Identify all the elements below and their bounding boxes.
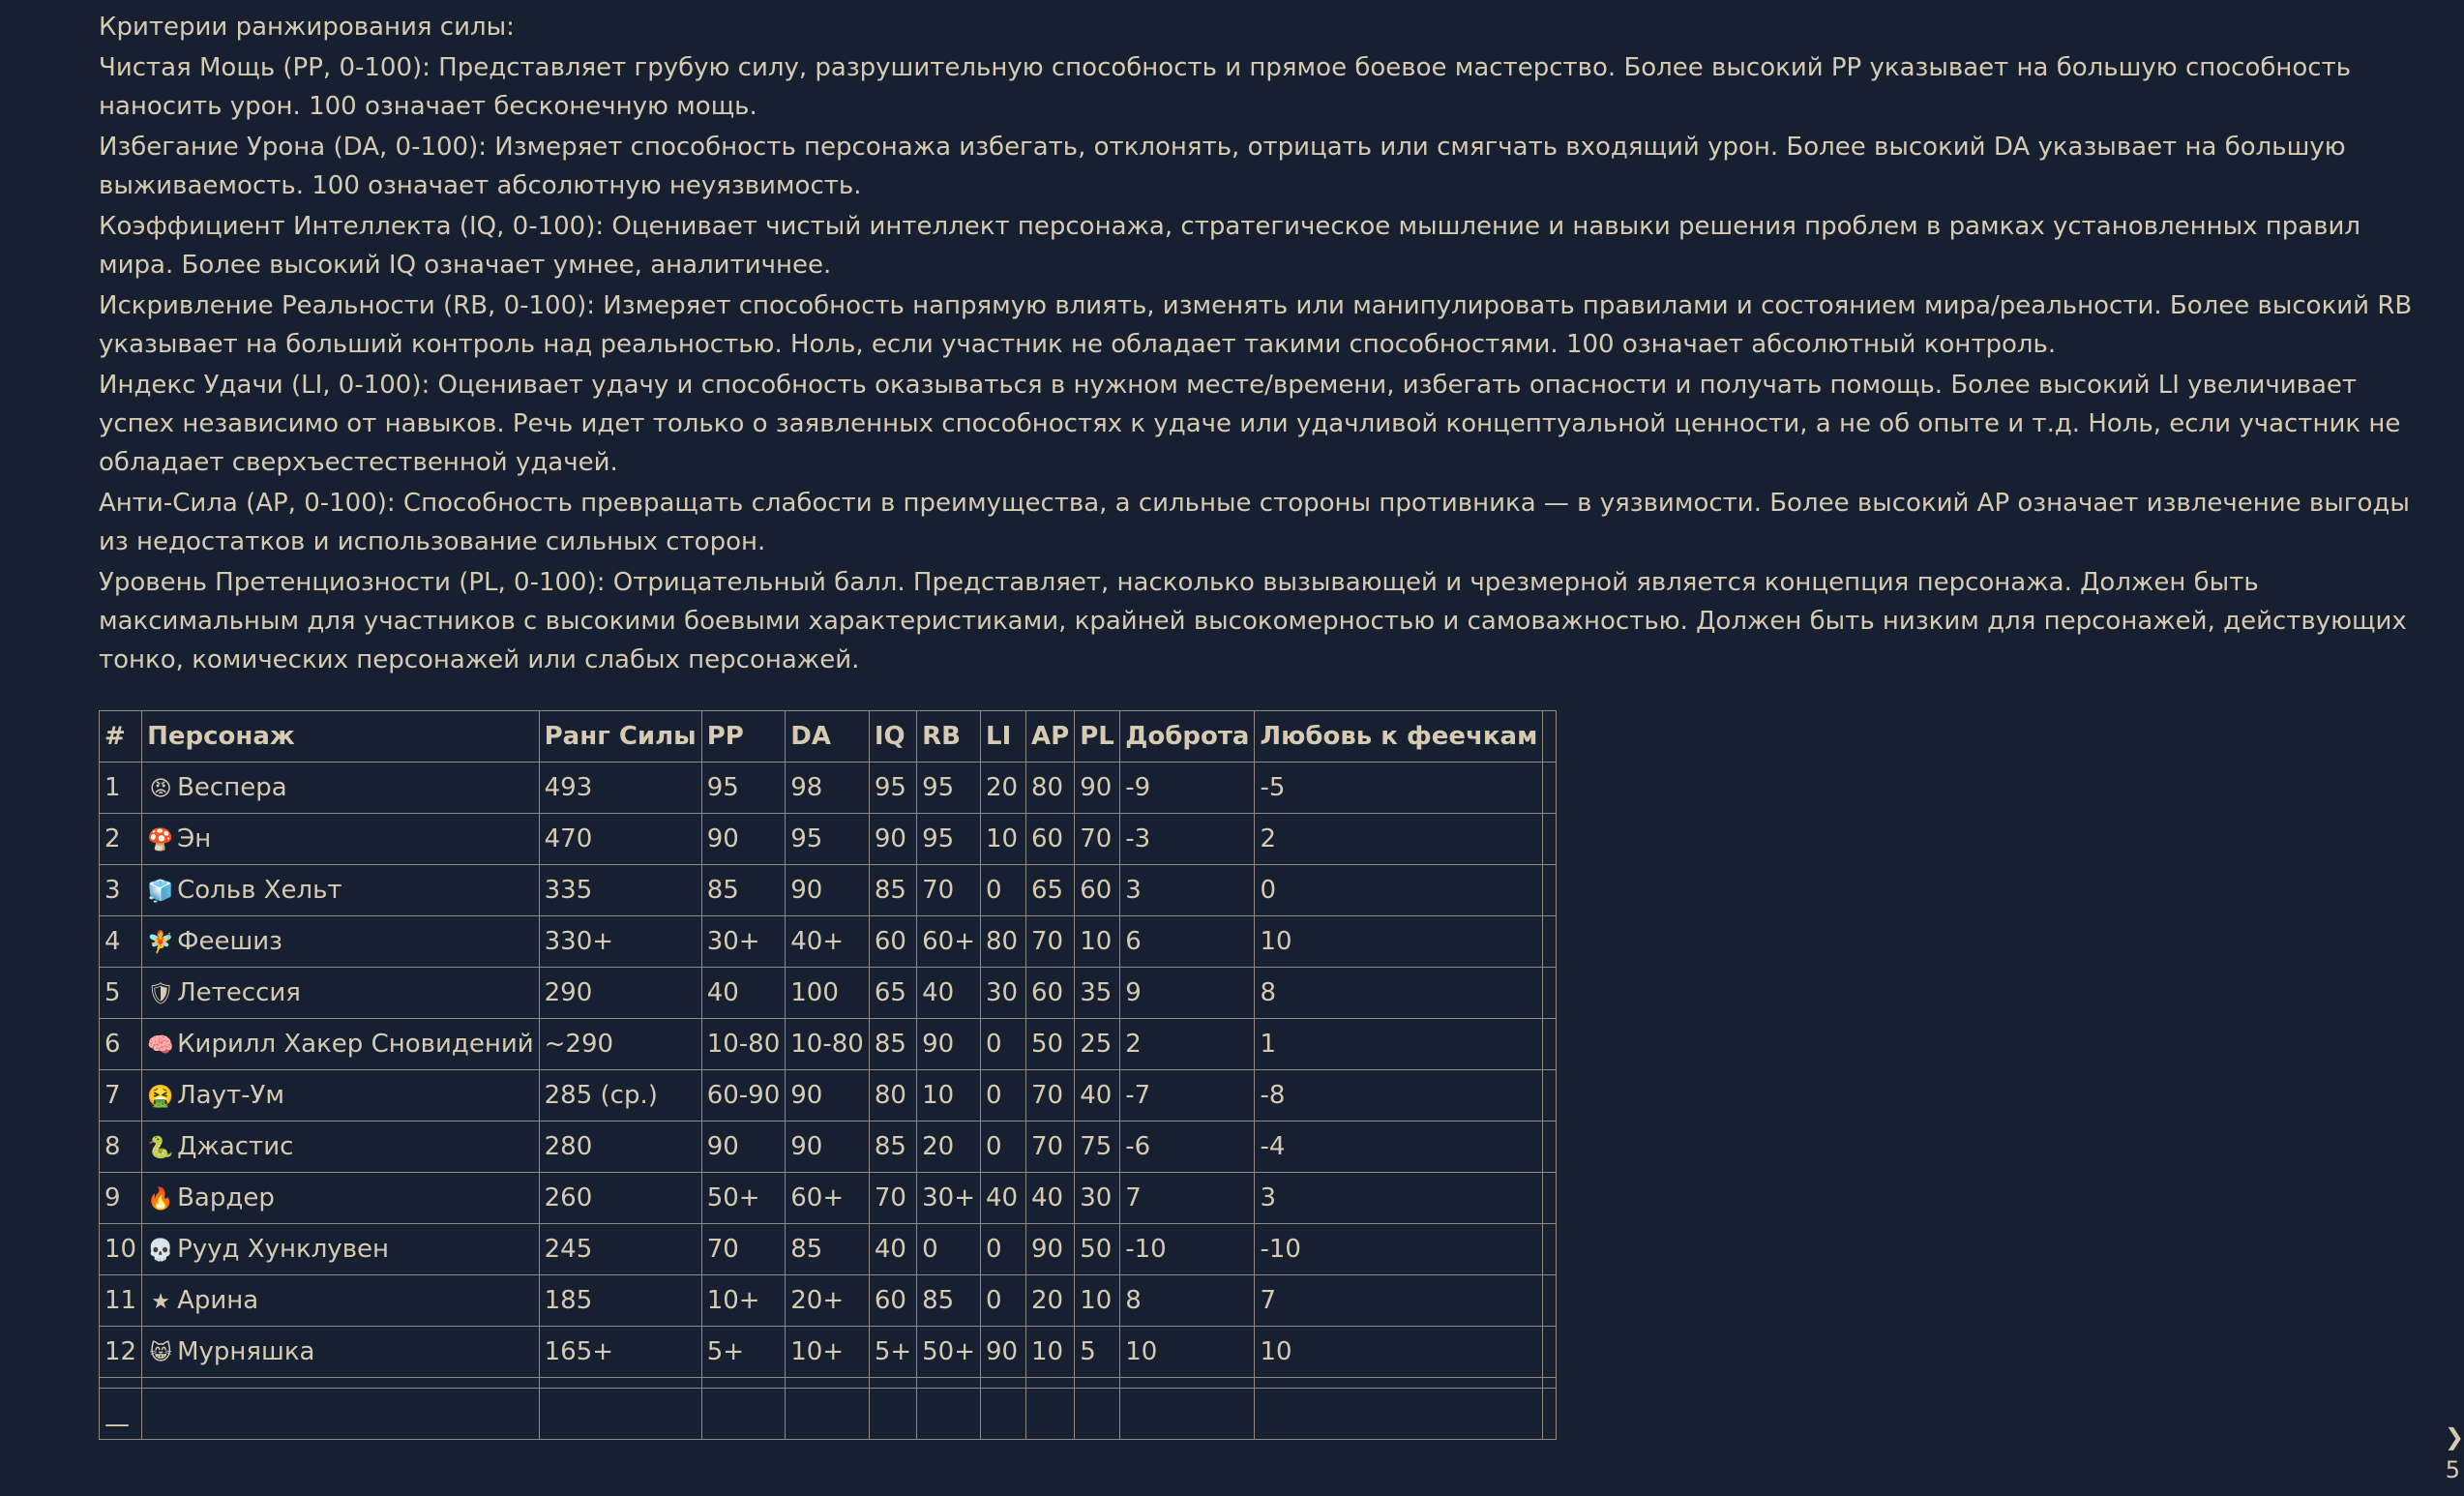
corner-page-text: 5 (2445, 1456, 2460, 1483)
col-header-rank: Ранг Силы (539, 711, 701, 763)
character-name: Феешиз (177, 927, 282, 956)
cell-empty (701, 1378, 786, 1389)
cell-pp: 90 (701, 814, 786, 865)
character-emoji-icon: 🍄 (147, 828, 174, 853)
cell-kindness: 2 (1120, 1019, 1255, 1070)
table-body (100, 763, 1557, 1440)
cell-kindness: 9 (1120, 968, 1255, 1019)
cell-kindness: -10 (1120, 1224, 1255, 1275)
cell-rb: 95 (917, 763, 981, 814)
cell-pl: 30 (1075, 1173, 1120, 1224)
cell-kindness: -3 (1120, 814, 1255, 865)
cell-empty (1543, 968, 1557, 1019)
criterion-li: Индекс Удачи (LI, 0-100): Оценивает удачу и способность оказываться в нужном месте/времени, избегать опасности и получать помощь. Более высокий LI увеличивает успех независимо от навыков. Речь идет только о заявленных способностях к удаче или удачливой концептуальной ценности, а не об опыте и т.д. Ноль, если участник не обладает сверхъестественной удачей. (99, 371, 2401, 477)
cell-empty (786, 1389, 870, 1440)
cell-li: 0 (981, 1224, 1026, 1275)
cell-rank: 185 (539, 1275, 701, 1327)
character-name: Кирилл Хакер Сновидений (177, 1030, 534, 1059)
cell-kindness: 8 (1120, 1275, 1255, 1327)
cell-li: 20 (981, 763, 1026, 814)
cell-num: 6 (100, 1019, 142, 1070)
character-name: Мурняшка (177, 1337, 315, 1366)
cell-rank: 335 (539, 865, 701, 916)
cell-empty (1543, 865, 1557, 916)
cell-rank: 165+ (539, 1327, 701, 1378)
criterion-pp: Чистая Мощь (PP, 0-100): Представляет грубую силу, разрушительную способность и прямое боевое мастерство. Более высокий PP указывает на большую способность наносить урон. 100 означает бесконечную мощь. (99, 53, 2352, 121)
character-name: Лаут-Ум (177, 1081, 284, 1110)
character-name: Сольв Хельт (177, 876, 342, 905)
cell-pp: 50+ (701, 1173, 786, 1224)
character-emoji-icon: 💀 (147, 1239, 174, 1263)
cell-pl: 90 (1075, 763, 1120, 814)
cell-iq: 95 (869, 763, 916, 814)
cell-iq: 60 (869, 916, 916, 968)
cell-empty (142, 1389, 540, 1440)
cell-rank: 260 (539, 1173, 701, 1224)
table-row (100, 763, 1557, 814)
cell-rb: 70 (917, 865, 981, 916)
cell-rb: 40 (917, 968, 981, 1019)
criterion-da: Избегание Урона (DA, 0-100): Измеряет способность персонажа избегать, отклонять, отрицать или смягчать входящий урон. Более высокий DA указывает на большую выживаемость. 100 означает абсолютную неуязвимость. (99, 133, 2346, 200)
cell-character (142, 865, 540, 916)
table-header-row (100, 711, 1557, 763)
cell-empty (1120, 1378, 1255, 1389)
cell-fairy-love: 8 (1255, 968, 1543, 1019)
cell-kindness: -6 (1120, 1122, 1255, 1173)
cell-li: 0 (981, 1019, 1026, 1070)
character-emoji-icon: 🤮 (147, 1085, 174, 1109)
cell-character (142, 763, 540, 814)
cell-da: 20+ (786, 1275, 870, 1327)
character-name: Веспера (177, 773, 287, 802)
character-name: Рууд Хунклувен (177, 1235, 390, 1264)
col-header-ap: AP (1026, 711, 1075, 763)
cell-empty (981, 1378, 1026, 1389)
cell-fairy-love: 2 (1255, 814, 1543, 865)
ranking-table (99, 710, 1557, 1440)
cell-pl: 5 (1075, 1327, 1120, 1378)
cell-da: 40+ (786, 916, 870, 968)
cell-ap: 65 (1026, 865, 1075, 916)
cell-ap: 70 (1026, 1122, 1075, 1173)
cell-pp: 10+ (701, 1275, 786, 1327)
cell-da: 95 (786, 814, 870, 865)
cell-rb: 60+ (917, 916, 981, 968)
cell-da: 100 (786, 968, 870, 1019)
cell-empty (981, 1389, 1026, 1440)
cell-empty (1120, 1389, 1255, 1440)
cell-empty (1255, 1389, 1543, 1440)
table-row (100, 814, 1557, 865)
cell-li: 80 (981, 916, 1026, 968)
cell-empty (142, 1378, 540, 1389)
cell-empty (786, 1378, 870, 1389)
cell-pl: 60 (1075, 865, 1120, 916)
criterion-rb: Искривление Реальности (RB, 0-100): Измеряет способность напрямую влиять, изменять или манипулировать правилами и состоянием мира/реальности. Более высокий RB указывает на больший контроль над реальностью. Ноль, если участник не обладает такими способностями. 100 означает абсолютный контроль. (99, 291, 2413, 359)
character-emoji-icon: 😸 (149, 1341, 172, 1365)
cell-li: 0 (981, 865, 1026, 916)
cell-rank: 330+ (539, 916, 701, 968)
cell-fairy-love: -5 (1255, 763, 1543, 814)
col-header-kindness: Доброта (1120, 711, 1255, 763)
cell-pp: 40 (701, 968, 786, 1019)
table-row (100, 1019, 1557, 1070)
table-spacer-row (100, 1378, 1557, 1389)
cell-da: 98 (786, 763, 870, 814)
cell-kindness: -9 (1120, 763, 1255, 814)
cell-iq: 80 (869, 1070, 916, 1122)
criterion-ap: Анти-Сила (AP, 0-100): Способность превращать слабости в преимущества, а сильные стороны противника — в уязвимости. Более высокий AP означает извлечение выгоды из недостатков и использование сильных сторон. (99, 489, 2410, 556)
cell-rank: 470 (539, 814, 701, 865)
cell-empty (1026, 1378, 1075, 1389)
criteria-section (99, 8, 2420, 681)
cell-rb: 95 (917, 814, 981, 865)
cell-character (142, 1070, 540, 1122)
cell-iq: 5+ (869, 1327, 916, 1378)
cell-iq: 85 (869, 1122, 916, 1173)
cell-kindness: 6 (1120, 916, 1255, 968)
cell-da: 10+ (786, 1327, 870, 1378)
cell-rank: 493 (539, 763, 701, 814)
cell-ap: 10 (1026, 1327, 1075, 1378)
cell-empty (1543, 1122, 1557, 1173)
col-header-iq: IQ (869, 711, 916, 763)
col-header-num: # (100, 711, 142, 763)
cell-ap: 60 (1026, 968, 1075, 1019)
cell-da: 90 (786, 1122, 870, 1173)
table-row (100, 1327, 1557, 1378)
cell-fairy-love: 7 (1255, 1275, 1543, 1327)
col-header-pl: PL (1075, 711, 1120, 763)
cell-pp: 95 (701, 763, 786, 814)
cell-empty (1543, 814, 1557, 865)
cell-empty (701, 1389, 786, 1440)
cell-ap: 90 (1026, 1224, 1075, 1275)
cell-empty (1543, 1224, 1557, 1275)
col-header-empty (1543, 711, 1557, 763)
character-emoji-icon: ★ (151, 1290, 170, 1314)
cell-empty (1543, 1070, 1557, 1122)
cell-pp: 85 (701, 865, 786, 916)
cell-iq: 85 (869, 1019, 916, 1070)
character-emoji-icon: 🧚 (147, 931, 174, 955)
cell-character (142, 1327, 540, 1378)
table-row (100, 1224, 1557, 1275)
cell-empty (1543, 1173, 1557, 1224)
table-row (100, 968, 1557, 1019)
criteria-heading: Критерии ранжирования силы: (99, 13, 515, 42)
cell-empty (100, 1378, 142, 1389)
cell-character (142, 1019, 540, 1070)
cell-rb: 85 (917, 1275, 981, 1327)
character-emoji-icon: 🧠 (147, 1033, 174, 1058)
character-emoji-icon: 😡 (149, 777, 172, 801)
cell-empty (1255, 1378, 1543, 1389)
cell-li: 10 (981, 814, 1026, 865)
cell-empty (1543, 1275, 1557, 1327)
cell-empty (917, 1378, 981, 1389)
cell-num: 2 (100, 814, 142, 865)
cell-num: 10 (100, 1224, 142, 1275)
table-tail-row (100, 1389, 1557, 1440)
cell-pp: 10-80 (701, 1019, 786, 1070)
cell-rank: ~290 (539, 1019, 701, 1070)
character-name: Джастис (177, 1132, 294, 1161)
criterion-pl: Уровень Претенциозности (PL, 0-100): Отрицательный балл. Представляет, насколько вызывающей и чрезмерной является концепция персонажа. Должен быть максимальным для участников с высокими боевыми характеристиками, крайней высокомерностью и самоважностью. Должен быть низким для персонажей, действующих тонко, комических персонажей или слабых персонажей. (99, 568, 2407, 674)
cell-fairy-love: 10 (1255, 1327, 1543, 1378)
character-name: Эн (177, 824, 212, 853)
cell-empty (1543, 1378, 1557, 1389)
cell-character (142, 1122, 540, 1173)
cell-empty (1543, 763, 1557, 814)
cell-rb: 10 (917, 1070, 981, 1122)
cell-pl: 35 (1075, 968, 1120, 1019)
cell-li: 30 (981, 968, 1026, 1019)
cell-empty (1543, 916, 1557, 968)
col-header-da: DA (786, 711, 870, 763)
corner-indicator[interactable] (2445, 1421, 2464, 1486)
cell-empty (1075, 1378, 1120, 1389)
cell-empty (1026, 1389, 1075, 1440)
cell-iq: 65 (869, 968, 916, 1019)
tail-dash: — (100, 1389, 142, 1440)
cell-iq: 90 (869, 814, 916, 865)
cell-kindness: 7 (1120, 1173, 1255, 1224)
cell-num: 8 (100, 1122, 142, 1173)
cell-ap: 80 (1026, 763, 1075, 814)
table-row (100, 865, 1557, 916)
cell-empty (917, 1389, 981, 1440)
cell-da: 85 (786, 1224, 870, 1275)
col-header-character: Персонаж (142, 711, 540, 763)
cell-num: 3 (100, 865, 142, 916)
cell-pp: 60-90 (701, 1070, 786, 1122)
cell-fairy-love: 1 (1255, 1019, 1543, 1070)
cell-empty (1543, 1019, 1557, 1070)
cell-num: 9 (100, 1173, 142, 1224)
cell-ap: 70 (1026, 916, 1075, 968)
table-row (100, 1070, 1557, 1122)
cell-pl: 75 (1075, 1122, 1120, 1173)
cell-num: 4 (100, 916, 142, 968)
cell-ap: 50 (1026, 1019, 1075, 1070)
col-header-fairy-love: Любовь к феечкам (1255, 711, 1543, 763)
cell-li: 0 (981, 1275, 1026, 1327)
cell-character (142, 814, 540, 865)
cell-num: 7 (100, 1070, 142, 1122)
cell-empty (539, 1389, 701, 1440)
character-name: Летессия (177, 978, 301, 1007)
cell-rb: 30+ (917, 1173, 981, 1224)
cell-pl: 50 (1075, 1224, 1120, 1275)
cell-iq: 70 (869, 1173, 916, 1224)
cell-pp: 90 (701, 1122, 786, 1173)
table-row (100, 1275, 1557, 1327)
cell-li: 90 (981, 1327, 1026, 1378)
cell-fairy-love: -4 (1255, 1122, 1543, 1173)
cell-li: 0 (981, 1122, 1026, 1173)
cell-da: 90 (786, 865, 870, 916)
chevron-right-icon[interactable]: ❯ (2445, 1423, 2464, 1451)
cell-fairy-love: -8 (1255, 1070, 1543, 1122)
cell-rank: 280 (539, 1122, 701, 1173)
col-header-rb: RB (917, 711, 981, 763)
cell-empty (1543, 1389, 1557, 1440)
cell-iq: 60 (869, 1275, 916, 1327)
cell-rb: 90 (917, 1019, 981, 1070)
cell-kindness: -7 (1120, 1070, 1255, 1122)
cell-pp: 70 (701, 1224, 786, 1275)
cell-da: 60+ (786, 1173, 870, 1224)
cell-pl: 70 (1075, 814, 1120, 865)
character-emoji-icon: 🛡 (147, 982, 175, 1006)
cell-character (142, 916, 540, 968)
cell-empty (539, 1378, 701, 1389)
cell-li: 40 (981, 1173, 1026, 1224)
cell-rb: 0 (917, 1224, 981, 1275)
cell-fairy-love: 3 (1255, 1173, 1543, 1224)
cell-pp: 5+ (701, 1327, 786, 1378)
character-emoji-icon: 🐍 (147, 1136, 174, 1160)
cell-da: 10-80 (786, 1019, 870, 1070)
cell-rank: 245 (539, 1224, 701, 1275)
cell-num: 12 (100, 1327, 142, 1378)
cell-num: 11 (100, 1275, 142, 1327)
cell-pl: 10 (1075, 1275, 1120, 1327)
cell-iq: 40 (869, 1224, 916, 1275)
cell-fairy-love: 0 (1255, 865, 1543, 916)
cell-ap: 70 (1026, 1070, 1075, 1122)
cell-character (142, 1224, 540, 1275)
cell-pl: 10 (1075, 916, 1120, 968)
table-row (100, 916, 1557, 968)
cell-empty (869, 1389, 916, 1440)
character-emoji-icon: 🧊 (147, 880, 174, 904)
cell-rank: 290 (539, 968, 701, 1019)
cell-kindness: 3 (1120, 865, 1255, 916)
cell-kindness: 10 (1120, 1327, 1255, 1378)
cell-pp: 30+ (701, 916, 786, 968)
cell-fairy-love: -10 (1255, 1224, 1543, 1275)
cell-empty (1543, 1327, 1557, 1378)
table-row (100, 1173, 1557, 1224)
col-header-li: LI (981, 711, 1026, 763)
cell-empty (869, 1378, 916, 1389)
cell-ap: 40 (1026, 1173, 1075, 1224)
cell-character (142, 1173, 540, 1224)
character-emoji-icon: 🔥 (147, 1187, 174, 1212)
character-name: Арина (177, 1286, 259, 1315)
cell-iq: 85 (869, 865, 916, 916)
cell-character (142, 1275, 540, 1327)
cell-rb: 20 (917, 1122, 981, 1173)
cell-pl: 25 (1075, 1019, 1120, 1070)
character-name: Вардер (177, 1183, 275, 1212)
cell-li: 0 (981, 1070, 1026, 1122)
col-header-pp: PP (701, 711, 786, 763)
cell-empty (1075, 1389, 1120, 1440)
cell-num: 1 (100, 763, 142, 814)
cell-fairy-love: 10 (1255, 916, 1543, 968)
table-row (100, 1122, 1557, 1173)
cell-ap: 60 (1026, 814, 1075, 865)
cell-rank: 285 (ср.) (539, 1070, 701, 1122)
cell-rb: 50+ (917, 1327, 981, 1378)
criterion-iq: Коэффициент Интеллекта (IQ, 0-100): Оценивает чистый интеллект персонажа, стратегическое мышление и навыки решения проблем в рамках установленных правил мира. Более высокий IQ означает умнее, аналитичнее. (99, 212, 2361, 280)
cell-ap: 20 (1026, 1275, 1075, 1327)
cell-da: 90 (786, 1070, 870, 1122)
cell-pl: 40 (1075, 1070, 1120, 1122)
cell-num: 5 (100, 968, 142, 1019)
cell-character (142, 968, 540, 1019)
